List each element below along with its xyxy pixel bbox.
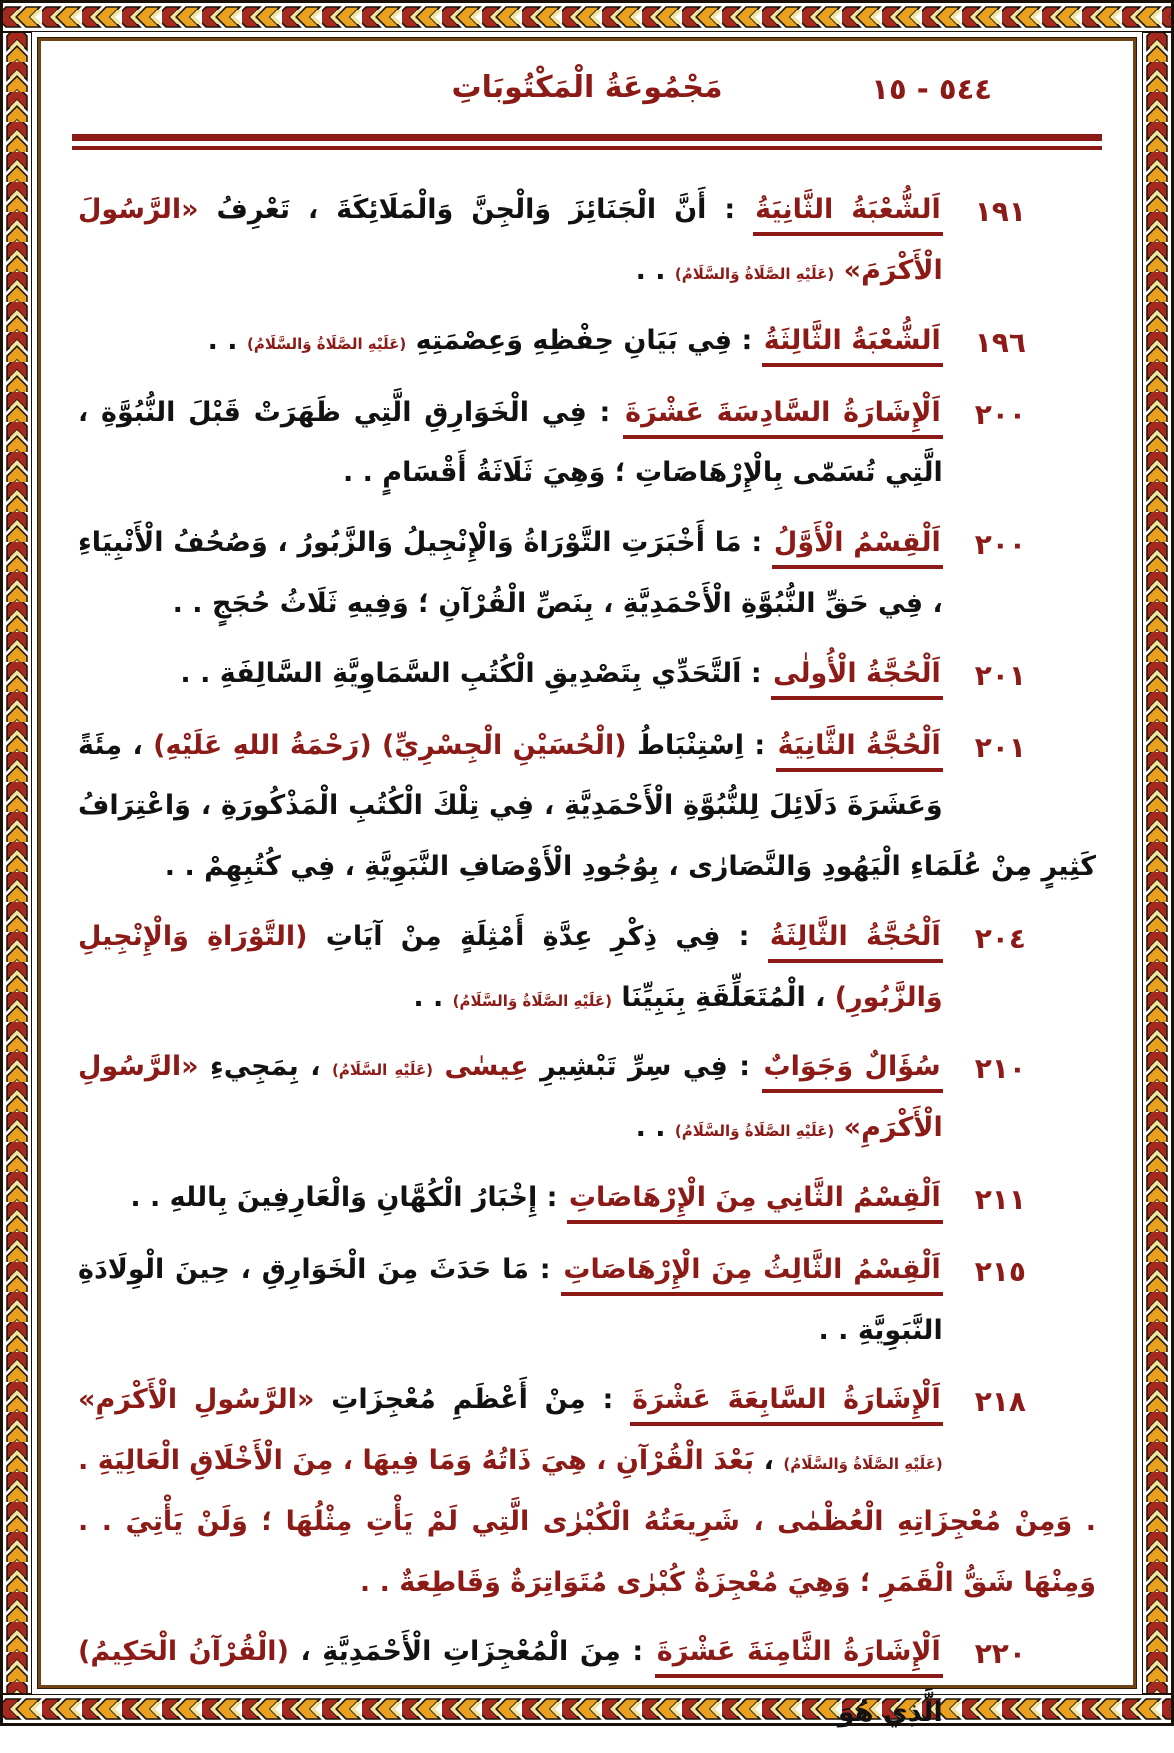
- entry-text: ، مِئَةً وَعَشَرَةَ دَلَائِلَ لِلنُّبُوَّةِ الْأَحْمَدِيَّةِ ، فِي تِلْكَ الْكُتُبِ الْمَذْكُورَةِ ، وَاعْتِرَافُ كَثِيرٍ مِنْ عُلَمَاءِ الْيَهُودِ وَالنَّصَارٰى ، بِوُجُودِ الْأَوْصَافِ النَّبَوِيَّةِ ، فِي كُتُبِهِمْ . .: [78, 729, 1096, 882]
- entry-text: اِسْتِنْبَاطُ: [636, 729, 745, 761]
- toc-entry: [78, 716, 1096, 898]
- toc-entry: [78, 907, 1096, 1029]
- entry-heading: اَلْحُجَّةُ الثَّانِيَةُ: [776, 730, 943, 772]
- entry-text: (عَلَيْهِ الصَّلَاةُ وَالسَّلَامُ): [674, 264, 835, 283]
- entry-heading: اَلشُّعْبَةُ الثَّالِثَةُ: [762, 325, 943, 367]
- entry-number: ٢١٥: [974, 1254, 1026, 1288]
- entry-heading: اَلْقِسْمُ الْأَوَّلُ: [772, 527, 943, 569]
- entry-text: فِي الْخَوَارِقِ الَّتِي ظَهَرَتْ قَبْلَ النُّبُوَّةِ ، الَّتِي تُسَمّٰى بِالْإِرْهَاصَاتِ ؛ وَهِيَ ثَلَاثَةُ أَقْسَامٍ . .: [78, 396, 943, 489]
- entry-number: ٢٠٤: [974, 921, 1026, 955]
- entry-text: ، الْمُتَعَلِّقَةِ بِنَبِيِّنَا: [621, 981, 826, 1013]
- entry-text: (عَلَيْهِ الصَّلَاةُ وَالسَّلَامُ): [452, 991, 612, 1010]
- heading-colon: :: [585, 1384, 631, 1416]
- heading-colon: :: [727, 1051, 762, 1083]
- entry-number: ٢٢٠: [974, 1637, 1026, 1671]
- page-content: [78, 56, 1096, 1753]
- entry-text: فِي بَيَانِ حِفْظِهِ وَعِصْمَتِهِ: [415, 324, 733, 356]
- entry-text: «الرَّسُولَ الْأَكْرَمَ»: [78, 194, 943, 286]
- entry-text: بَعْدَ الْقُرْآنِ ، هِيَ ذَاتُهُ وَمَا فِيهَا ، مِنَ الْأَخْلَاقِ الْعَالِيَةِ . . وَمِنْ مُعْجِزَاتِهِ الْعُظْمٰى ، شَرِيعَتُهُ الْكُبْرٰى الَّتِي لَمْ يَأْتِ مِثْلُهَا ؛ وَلَنْ يَأْتِيَ . . وَمِنْهَا شَقُّ الْقَمَرِ ؛ وَهِيَ مُعْجِزَةٌ كُبْرٰى مُتَوَاتِرَةٌ وَقَاطِعَةٌ . .: [78, 1445, 1096, 1598]
- toc-entry: [78, 1370, 1096, 1613]
- page-title: مَجْمُوعَةُ الْمَكْتُوبَاتِ: [451, 70, 723, 105]
- entry-text: (عَلَيْهِ السَّلَامُ): [331, 1061, 433, 1080]
- entry-text: . .: [635, 1112, 666, 1143]
- entry-heading: اَلْقِسْمُ الثَّالِثُ مِنَ الْإِرْهَاصَاتِ: [561, 1254, 942, 1296]
- entry-heading: اَلْإِشَارَةُ السَّابِعَةَ عَشْرَةَ: [630, 1384, 943, 1426]
- entry-number: ٢٠٠: [974, 397, 1026, 431]
- entry-text: . .: [413, 981, 444, 1013]
- entry-text: «الرَّسُولِ الْأَكْرَمِ»: [78, 1051, 943, 1143]
- entry-text: مَا أَخْبَرَتِ التَّوْرَاةُ وَالْإِنْجِيلُ وَالزَّبُورُ ، وَصُحُفُ الْأَنْبِيَاءِ ، فِي حَقِّ النُّبُوَّةِ الْأَحْمَدِيَّةِ ، بِنَصِّ الْقُرْآنِ ؛ وَفِيهِ ثَلَاثُ حُجَجٍ . .: [78, 527, 943, 619]
- entry-text: فِي سِرِّ تَبْشِيرِ: [540, 1051, 728, 1083]
- border-left: [2, 32, 32, 1694]
- toc-entry: [78, 513, 1096, 635]
- entry-text: (الْقُرْآنُ الْحَكِيمُ): [78, 1636, 289, 1668]
- toc-entry: [78, 1168, 1096, 1231]
- heading-colon: :: [741, 527, 772, 558]
- entry-text: (التَّوْرَاةِ وَالْإِنْجِيلِ وَالزَّبُورِ): [78, 920, 943, 1013]
- entry-text: مِنَ الْمُعْجِزَاتِ الْأَحْمَدِيَّةِ ،: [300, 1636, 621, 1668]
- border-right: [1142, 32, 1172, 1694]
- entry-number: ٢٠٠: [974, 528, 1026, 561]
- heading-colon: :: [732, 324, 762, 356]
- toc-entry: [78, 180, 1096, 302]
- entry-heading: اَلْحُجَّةُ الثَّالِثَةُ: [768, 921, 943, 963]
- heading-colon: :: [741, 657, 772, 689]
- entry-text: أَنَّ الْجَنَائِزَ وَالْجِنَّ وَالْمَلَائِكَةَ ، تَعْرِفُ: [216, 194, 707, 225]
- entry-number: ٢٠١: [974, 658, 1026, 692]
- toc-entries: [78, 180, 1096, 1744]
- entry-heading: اَلْإِشَارَةُ السَّادِسَةَ عَشْرَةَ: [623, 397, 943, 439]
- toc-entry: [78, 311, 1096, 374]
- heading-colon: :: [720, 920, 768, 952]
- entry-text: (عَلَيْهِ الصَّلَاةُ وَالسَّلَامُ): [674, 1122, 835, 1140]
- entry-text: (عَلَيْهِ الصَّلَاةُ وَالسَّلَامُ): [783, 1455, 943, 1473]
- entry-text: فِي ذِكْرِ عِدَّةِ أَمْثِلَةٍ مِنْ آيَاتِ: [325, 920, 721, 952]
- entry-number: ٢١٨: [974, 1385, 1026, 1419]
- entry-number: ٢٠١: [974, 730, 1026, 764]
- entry-text: عِيسٰى: [444, 1051, 529, 1083]
- entry-number: ١٩٦: [974, 325, 1026, 359]
- entry-text: مِنْ أَعْظَمِ مُعْجِزَاتِ: [331, 1384, 586, 1416]
- heading-colon: :: [586, 396, 624, 428]
- entry-text: الَّذِي هُوَ: [837, 1697, 943, 1728]
- heading-colon: :: [620, 1636, 655, 1668]
- entry-number: ٢١٠: [974, 1052, 1026, 1086]
- entry-text: (عَلَيْهِ الصَّلَاةُ وَالسَّلَامُ): [246, 334, 407, 353]
- heading-colon: :: [528, 1253, 562, 1285]
- entry-heading: سُؤَالٌ وَجَوَابٌ: [762, 1051, 943, 1093]
- entry-text: (الْحُسَيْنِ الْجِسْرِيِّ): [382, 729, 627, 761]
- entry-text: . .: [635, 254, 666, 286]
- entry-number: ٢١١: [974, 1182, 1026, 1216]
- heading-colon: :: [744, 729, 776, 761]
- entry-text: (رَحْمَةُ اللهِ عَلَيْهِ): [153, 729, 372, 761]
- entry-heading: اَلْحُجَّةُ الْأُولٰى: [771, 658, 943, 700]
- toc-entry: [78, 383, 1096, 505]
- toc-entry: [78, 644, 1096, 707]
- page-number: ٥٤٤ - ١٥: [871, 72, 992, 106]
- entry-text: مَا حَدَثَ مِنَ الْخَوَارِقِ ، حِينَ الْوِلَادَةِ النَّبَوِيَّةِ . .: [78, 1253, 943, 1346]
- entry-text: اَلتَّحَدِّي بِتَصْدِيقِ الْكُتُبِ السَّمَاوِيَّةِ السَّالِفَةِ . .: [180, 657, 742, 689]
- entry-heading: اَلْإِشَارَةُ الثَّامِنَةَ عَشْرَةَ: [655, 1636, 943, 1678]
- border-top: [2, 2, 1172, 32]
- entry-text: ، بِمَجِيءِ: [210, 1051, 321, 1083]
- entry-text: ،: [763, 1445, 774, 1476]
- entry-heading: اَلشُّعْبَةُ الثَّانِيَةُ: [753, 194, 943, 236]
- entry-heading: اَلْقِسْمُ الثَّانِي مِنَ الْإِرْهَاصَاتِ: [567, 1182, 943, 1224]
- header-divider: [72, 134, 1102, 150]
- toc-entry: [78, 1037, 1096, 1159]
- toc-entry: [78, 1240, 1096, 1362]
- entry-text: «الرَّسُولِ الْأَكْرَمِ»: [78, 1384, 315, 1416]
- heading-colon: :: [706, 194, 754, 225]
- page-header: [78, 56, 1096, 118]
- entry-text: . .: [207, 324, 238, 356]
- entry-number: ١٩١: [974, 195, 1026, 228]
- entry-text: إِخْبَارُ الْكُهَّانِ وَالْعَارِفِينَ بِاللهِ . .: [130, 1181, 538, 1213]
- heading-colon: :: [537, 1181, 567, 1213]
